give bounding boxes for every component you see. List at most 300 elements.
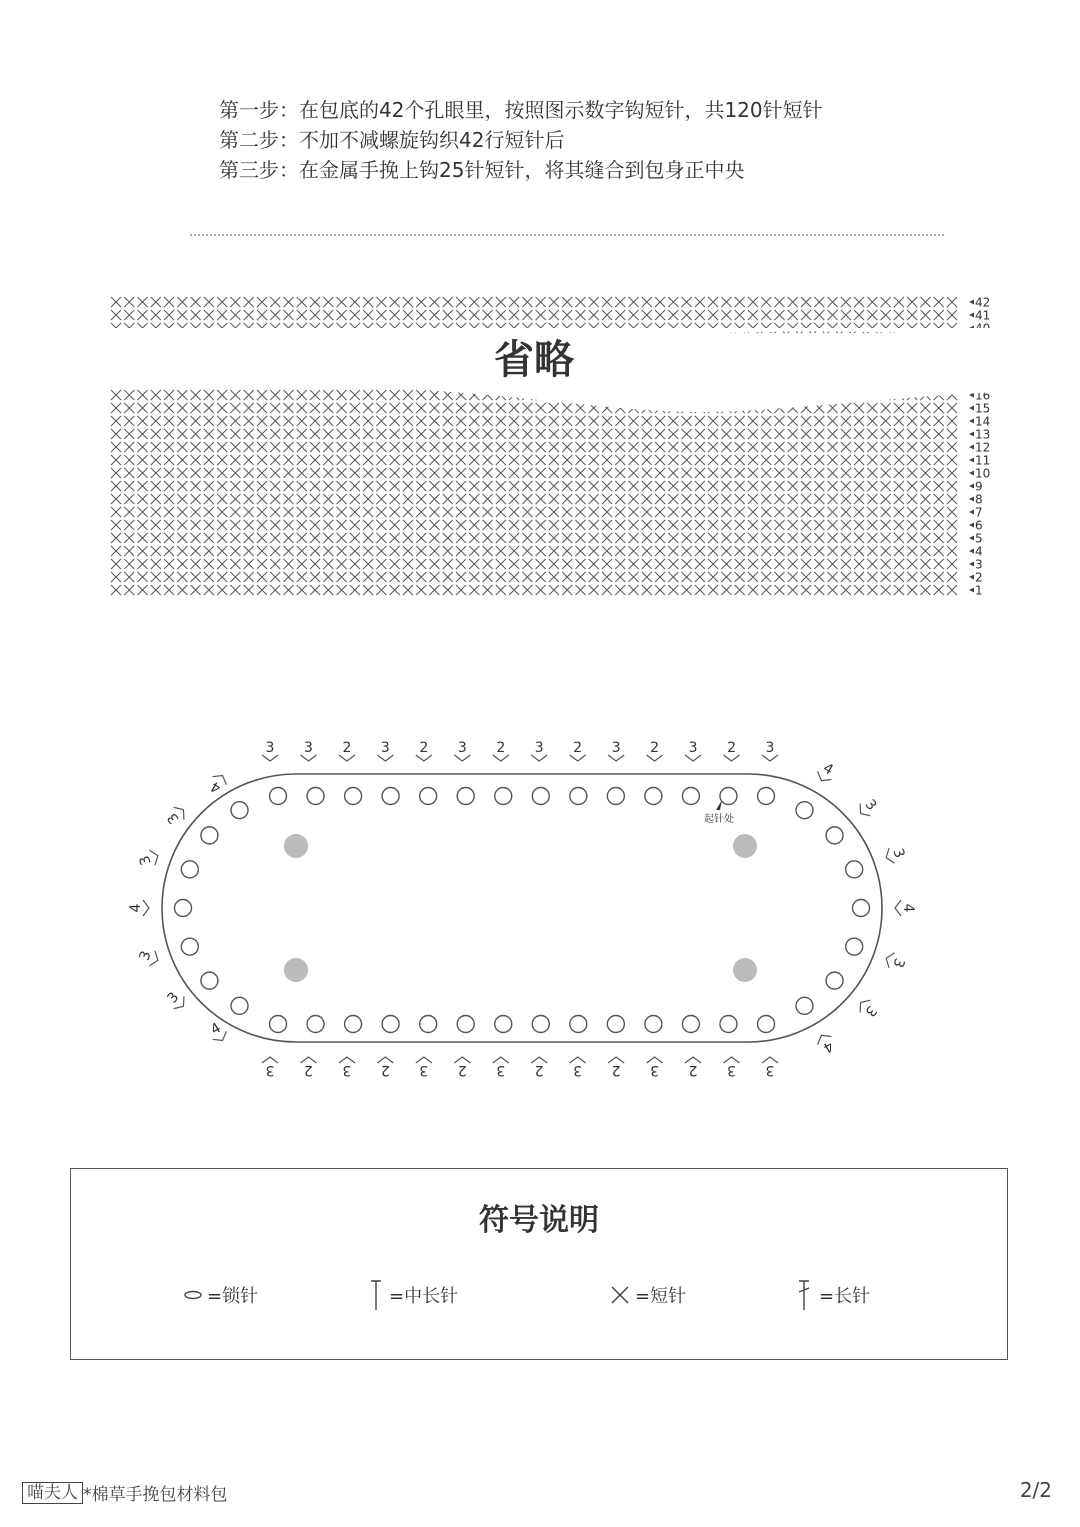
single-crochet-mark	[111, 585, 121, 595]
single-crochet-mark	[244, 297, 254, 307]
single-crochet-mark	[429, 533, 439, 543]
single-crochet-mark	[483, 520, 493, 530]
single-crochet-mark	[934, 546, 944, 556]
single-crochet-mark	[907, 533, 917, 543]
single-crochet-mark	[363, 403, 373, 413]
single-crochet-mark	[230, 481, 240, 491]
single-crochet-mark	[695, 520, 705, 530]
single-crochet-mark	[708, 546, 718, 556]
single-crochet-mark	[443, 559, 453, 569]
single-crochet-mark	[907, 442, 917, 452]
single-crochet-mark	[310, 297, 320, 307]
single-crochet-mark	[363, 533, 373, 543]
single-crochet-mark	[708, 442, 718, 452]
single-crochet-mark	[151, 455, 161, 465]
single-crochet-mark	[443, 481, 453, 491]
single-crochet-mark	[894, 481, 904, 491]
single-crochet-mark	[416, 442, 426, 452]
single-crochet-mark	[562, 297, 572, 307]
single-crochet-mark	[483, 455, 493, 465]
single-crochet-mark	[522, 494, 532, 504]
stitch-count-mark	[493, 1057, 509, 1078]
single-crochet-mark	[403, 572, 413, 582]
single-crochet-mark	[828, 481, 838, 491]
single-crochet-mark	[854, 297, 864, 307]
single-crochet-mark	[735, 481, 745, 491]
single-crochet-mark	[217, 559, 227, 569]
single-crochet-mark	[828, 455, 838, 465]
single-crochet-mark	[854, 520, 864, 530]
single-crochet-mark	[270, 416, 280, 426]
single-crochet-mark	[111, 403, 121, 413]
single-crochet-mark	[204, 429, 214, 439]
single-crochet-mark	[801, 585, 811, 595]
single-crochet-mark	[788, 481, 798, 491]
stitch-count-mark	[883, 843, 908, 865]
single-crochet-mark	[695, 533, 705, 543]
single-crochet-mark	[854, 442, 864, 452]
single-crochet-mark	[111, 468, 121, 478]
single-crochet-mark	[814, 572, 824, 582]
single-crochet-mark	[217, 585, 227, 595]
single-crochet-mark	[164, 403, 174, 413]
stitch-count-mark	[454, 1057, 470, 1078]
single-crochet-mark	[841, 546, 851, 556]
single-crochet-mark	[655, 546, 665, 556]
single-crochet-mark	[270, 310, 280, 320]
single-crochet-mark	[429, 494, 439, 504]
single-crochet-mark	[629, 494, 639, 504]
stitch-count-mark	[647, 1057, 663, 1078]
single-crochet-mark	[920, 494, 930, 504]
single-crochet-mark	[761, 546, 771, 556]
single-crochet-mark	[310, 572, 320, 582]
single-crochet-mark	[801, 507, 811, 517]
single-crochet-mark	[708, 468, 718, 478]
single-crochet-mark	[416, 455, 426, 465]
single-crochet-mark	[376, 585, 386, 595]
single-crochet-mark	[138, 572, 148, 582]
single-crochet-mark	[257, 507, 267, 517]
single-crochet-mark	[416, 572, 426, 582]
single-crochet-mark	[575, 572, 585, 582]
stitch-count-mark	[724, 1057, 740, 1078]
single-crochet-mark	[204, 297, 214, 307]
single-crochet-mark	[774, 559, 784, 569]
single-crochet-mark	[761, 507, 771, 517]
single-crochet-mark	[668, 481, 678, 491]
single-crochet-mark	[416, 546, 426, 556]
base-hole	[307, 1016, 324, 1033]
single-crochet-mark	[562, 546, 572, 556]
single-crochet-mark	[230, 455, 240, 465]
single-crochet-mark	[350, 297, 360, 307]
single-crochet-mark	[655, 455, 665, 465]
single-crochet-mark	[881, 533, 891, 543]
single-crochet-mark	[907, 481, 917, 491]
base-hole	[532, 788, 549, 805]
single-crochet-mark	[642, 297, 652, 307]
single-crochet-mark	[496, 468, 506, 478]
base-hole	[231, 802, 248, 819]
single-crochet-mark	[721, 310, 731, 320]
filled-dot	[733, 958, 757, 982]
single-crochet-mark	[509, 429, 519, 439]
stitch-count-mark	[570, 740, 586, 761]
single-crochet-mark	[801, 572, 811, 582]
single-crochet-mark	[138, 310, 148, 320]
single-crochet-mark	[138, 481, 148, 491]
single-crochet-mark	[416, 481, 426, 491]
single-crochet-mark	[456, 520, 466, 530]
single-crochet-mark	[337, 416, 347, 426]
stitch-count: 3	[727, 1062, 736, 1078]
single-crochet-mark	[615, 455, 625, 465]
single-crochet-mark	[881, 403, 891, 413]
single-crochet-mark	[774, 572, 784, 582]
single-crochet-mark	[151, 468, 161, 478]
single-crochet-mark	[509, 310, 519, 320]
stitch-count: 2	[688, 1062, 698, 1078]
stitch-count-mark	[531, 740, 547, 761]
single-crochet-mark	[217, 468, 227, 478]
single-crochet-mark	[204, 585, 214, 595]
single-crochet-mark	[602, 494, 612, 504]
single-crochet-mark	[483, 572, 493, 582]
single-crochet-mark	[867, 507, 877, 517]
stitch-count-mark	[762, 1057, 778, 1078]
single-crochet-mark	[881, 468, 891, 478]
single-crochet-mark	[655, 585, 665, 595]
base-hole	[307, 788, 324, 805]
single-crochet-mark	[509, 468, 519, 478]
single-crochet-mark	[549, 533, 559, 543]
single-crochet-mark	[549, 455, 559, 465]
single-crochet-mark	[469, 481, 479, 491]
single-crochet-mark	[934, 468, 944, 478]
single-crochet-mark	[284, 429, 294, 439]
single-crochet-mark	[708, 481, 718, 491]
single-crochet-mark	[575, 559, 585, 569]
single-crochet-mark	[947, 442, 957, 452]
single-crochet-mark	[151, 403, 161, 413]
single-crochet-mark	[244, 533, 254, 543]
single-crochet-mark	[403, 559, 413, 569]
single-crochet-mark	[429, 297, 439, 307]
single-crochet-mark	[735, 468, 745, 478]
single-crochet-mark	[788, 533, 798, 543]
omitted-label: 省略	[494, 337, 574, 383]
single-crochet-mark	[761, 416, 771, 426]
single-crochet-mark	[589, 572, 599, 582]
single-crochet-mark	[522, 455, 532, 465]
single-crochet-mark	[403, 520, 413, 530]
single-crochet-mark	[429, 572, 439, 582]
single-crochet-mark	[363, 442, 373, 452]
single-crochet-mark	[801, 533, 811, 543]
single-crochet-mark	[376, 520, 386, 530]
single-crochet-mark	[536, 429, 546, 439]
single-crochet-mark	[748, 507, 758, 517]
single-crochet-mark	[496, 429, 506, 439]
single-crochet-mark	[589, 585, 599, 595]
single-crochet-mark	[920, 572, 930, 582]
single-crochet-mark	[615, 429, 625, 439]
single-crochet-mark	[668, 442, 678, 452]
single-crochet-mark	[230, 442, 240, 452]
single-crochet-mark	[284, 507, 294, 517]
single-crochet-mark	[244, 468, 254, 478]
single-crochet-mark	[270, 559, 280, 569]
stitch-row-6	[111, 519, 983, 533]
single-crochet-mark	[244, 390, 254, 400]
footer-brand	[22, 1480, 228, 1505]
single-crochet-mark	[138, 468, 148, 478]
single-crochet-mark	[575, 520, 585, 530]
single-crochet-mark	[589, 507, 599, 517]
single-crochet-mark	[907, 494, 917, 504]
single-crochet-mark	[721, 494, 731, 504]
single-crochet-mark	[177, 481, 187, 491]
single-crochet-mark	[668, 533, 678, 543]
single-crochet-mark	[244, 416, 254, 426]
row-arrow	[969, 510, 974, 515]
single-crochet-mark	[867, 520, 877, 530]
single-crochet-mark	[509, 559, 519, 569]
single-crochet-mark	[217, 310, 227, 320]
single-crochet-mark	[284, 585, 294, 595]
single-crochet-mark	[602, 416, 612, 426]
single-crochet-mark	[297, 494, 307, 504]
single-crochet-mark	[761, 310, 771, 320]
single-crochet-mark	[337, 455, 347, 465]
single-crochet-mark	[456, 494, 466, 504]
single-crochet-mark	[204, 416, 214, 426]
single-crochet-mark	[788, 468, 798, 478]
single-crochet-mark	[111, 572, 121, 582]
single-crochet-mark	[443, 585, 453, 595]
single-crochet-mark	[828, 310, 838, 320]
single-crochet-mark	[297, 572, 307, 582]
single-crochet-mark	[456, 442, 466, 452]
single-crochet-mark	[416, 403, 426, 413]
stitch-count-mark	[570, 1057, 586, 1078]
single-crochet-mark	[695, 559, 705, 569]
single-crochet-mark	[443, 416, 453, 426]
single-crochet-mark	[522, 481, 532, 491]
single-crochet-mark	[138, 507, 148, 517]
single-crochet-mark	[177, 390, 187, 400]
single-crochet-mark	[828, 507, 838, 517]
single-crochet-mark	[323, 585, 333, 595]
single-crochet-mark	[536, 494, 546, 504]
single-crochet-mark	[761, 494, 771, 504]
single-crochet-mark	[429, 507, 439, 517]
row-number: 5	[975, 531, 983, 546]
stitch-count: 2	[727, 740, 736, 756]
single-crochet-mark	[204, 559, 214, 569]
single-crochet-mark	[761, 481, 771, 491]
stitch-count: 3	[650, 1062, 660, 1078]
single-crochet-mark	[217, 442, 227, 452]
single-crochet-mark	[655, 442, 665, 452]
single-crochet-mark	[748, 297, 758, 307]
single-crochet-mark	[230, 559, 240, 569]
single-crochet-mark	[629, 416, 639, 426]
stitch-count: 4	[820, 1037, 836, 1056]
single-crochet-mark	[735, 572, 745, 582]
single-crochet-mark	[549, 442, 559, 452]
single-crochet-mark	[881, 559, 891, 569]
single-crochet-mark	[403, 455, 413, 465]
single-crochet-mark	[854, 572, 864, 582]
single-crochet-mark	[124, 403, 134, 413]
single-crochet-mark	[629, 520, 639, 530]
single-crochet-mark	[443, 429, 453, 439]
base-hole	[758, 788, 775, 805]
single-crochet-mark	[934, 572, 944, 582]
single-crochet-mark	[191, 416, 201, 426]
single-crochet-mark	[615, 442, 625, 452]
single-crochet-mark	[536, 520, 546, 530]
single-crochet-mark	[682, 559, 692, 569]
stitch-row-13	[111, 428, 990, 442]
single-crochet-mark	[575, 481, 585, 491]
base-hole	[682, 1016, 699, 1033]
single-crochet-mark	[270, 403, 280, 413]
stitch-count-mark	[762, 740, 778, 761]
single-crochet-mark	[284, 520, 294, 530]
single-crochet-mark	[934, 494, 944, 504]
single-crochet-mark	[456, 297, 466, 307]
single-crochet-mark	[284, 546, 294, 556]
base-hole	[796, 997, 813, 1014]
single-crochet-mark	[376, 494, 386, 504]
single-crochet-mark	[934, 585, 944, 595]
single-crochet-mark	[695, 297, 705, 307]
single-crochet-mark	[934, 559, 944, 569]
single-crochet-mark	[615, 468, 625, 478]
single-crochet-mark	[350, 468, 360, 478]
single-crochet-mark	[748, 455, 758, 465]
single-crochet-mark	[629, 442, 639, 452]
single-crochet-mark	[642, 416, 652, 426]
single-crochet-mark	[589, 533, 599, 543]
single-crochet-mark	[350, 442, 360, 452]
single-crochet-mark	[522, 585, 532, 595]
single-crochet-mark	[337, 390, 347, 400]
single-crochet-mark	[443, 494, 453, 504]
single-crochet-mark	[204, 481, 214, 491]
single-crochet-mark	[708, 297, 718, 307]
single-crochet-mark	[854, 559, 864, 569]
single-crochet-mark	[934, 310, 944, 320]
single-crochet-mark	[735, 559, 745, 569]
single-crochet-mark	[721, 481, 731, 491]
single-crochet-mark	[164, 297, 174, 307]
single-crochet-mark	[774, 494, 784, 504]
single-crochet-mark	[429, 429, 439, 439]
single-crochet-mark	[828, 429, 838, 439]
single-crochet-mark	[867, 403, 877, 413]
single-crochet-mark	[323, 310, 333, 320]
single-crochet-mark	[376, 442, 386, 452]
single-crochet-mark	[814, 585, 824, 595]
single-crochet-mark	[562, 416, 572, 426]
single-crochet-mark	[230, 572, 240, 582]
single-crochet-mark	[575, 533, 585, 543]
stitch-row-15	[111, 402, 990, 416]
single-crochet-mark	[177, 416, 187, 426]
single-crochet-mark	[828, 442, 838, 452]
single-crochet-mark	[204, 507, 214, 517]
single-crochet-mark	[124, 585, 134, 595]
stitch-row-41	[111, 309, 990, 323]
single-crochet-mark	[124, 559, 134, 569]
stitch-count: 2	[342, 740, 352, 756]
stitch-count-mark	[262, 1057, 278, 1078]
single-crochet-mark	[496, 572, 506, 582]
base-hole	[181, 938, 198, 955]
single-crochet-mark	[894, 533, 904, 543]
single-crochet-mark	[177, 442, 187, 452]
single-crochet-mark	[284, 468, 294, 478]
single-crochet-mark	[602, 310, 612, 320]
single-crochet-mark	[920, 585, 930, 595]
single-crochet-mark	[270, 297, 280, 307]
single-crochet-mark	[536, 546, 546, 556]
base-hole	[495, 1016, 512, 1033]
single-crochet-mark	[814, 442, 824, 452]
single-crochet-mark	[655, 468, 665, 478]
single-crochet-mark	[549, 585, 559, 595]
single-crochet-mark	[297, 507, 307, 517]
single-crochet-mark	[204, 310, 214, 320]
stitch-count-mark	[724, 740, 740, 761]
single-crochet-mark	[748, 310, 758, 320]
single-crochet-mark	[575, 310, 585, 320]
single-crochet-mark	[297, 559, 307, 569]
single-crochet-mark	[642, 572, 652, 582]
single-crochet-mark	[881, 429, 891, 439]
base-hole	[758, 1016, 775, 1033]
single-crochet-mark	[695, 310, 705, 320]
single-crochet-mark	[867, 429, 877, 439]
base-hole	[201, 827, 218, 844]
single-crochet-mark	[788, 310, 798, 320]
row-number: 4	[975, 544, 983, 559]
single-crochet-mark	[217, 533, 227, 543]
single-crochet-mark	[774, 455, 784, 465]
single-crochet-mark	[894, 310, 904, 320]
single-crochet-mark	[735, 310, 745, 320]
single-crochet-mark	[297, 429, 307, 439]
single-crochet-mark	[496, 494, 506, 504]
single-crochet-mark	[284, 559, 294, 569]
single-crochet-mark	[522, 520, 532, 530]
single-crochet-mark	[774, 546, 784, 556]
single-crochet-mark	[788, 559, 798, 569]
single-crochet-mark	[429, 546, 439, 556]
single-crochet-mark	[708, 572, 718, 582]
single-crochet-mark	[602, 481, 612, 491]
single-crochet-mark	[323, 507, 333, 517]
base-hole	[345, 788, 362, 805]
single-crochet-mark	[483, 546, 493, 556]
single-crochet-mark	[177, 494, 187, 504]
single-crochet-mark	[907, 559, 917, 569]
single-crochet-mark	[655, 481, 665, 491]
